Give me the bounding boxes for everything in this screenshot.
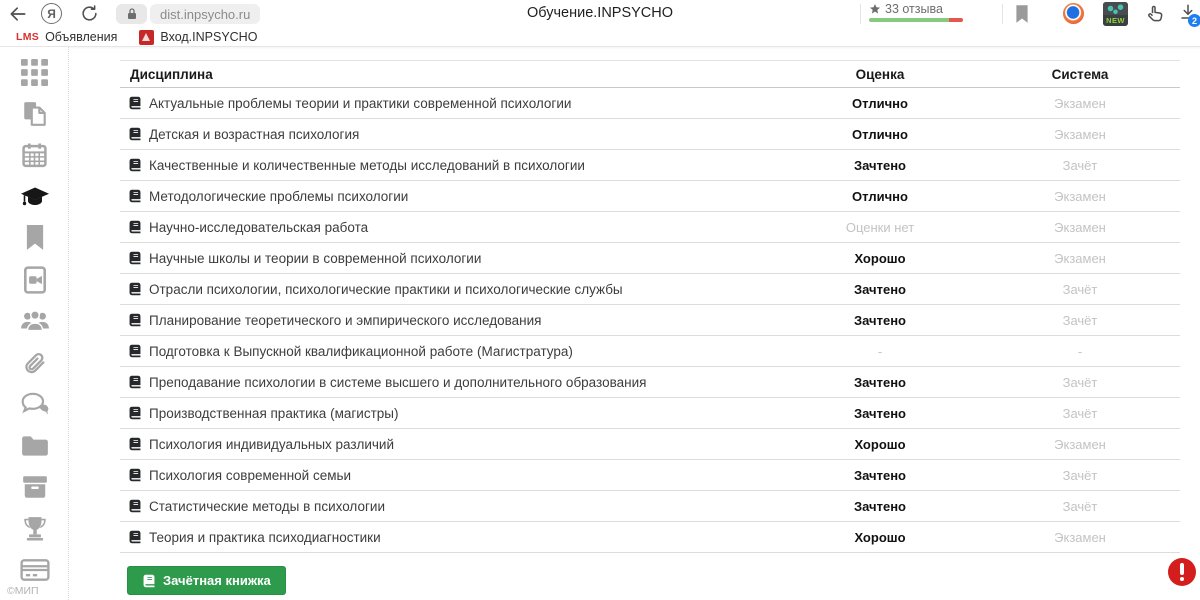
table-row[interactable]: [120, 88, 1180, 119]
grade-value: Отлично: [852, 126, 908, 142]
gradebook-button[interactable]: [127, 566, 286, 595]
discipline-link[interactable]: [120, 251, 780, 266]
discipline-link[interactable]: [120, 437, 780, 452]
grade-value: Отлично: [852, 95, 908, 111]
chat-icon[interactable]: [20, 390, 50, 418]
archive-box-icon[interactable]: [20, 473, 50, 501]
discipline-link[interactable]: [120, 220, 780, 235]
grade-value: Зачтено: [854, 374, 906, 390]
grade-value: Зачтено: [854, 281, 906, 297]
discipline-name: Качественные и количественные методы исследований в психологии: [149, 157, 585, 173]
discipline-link[interactable]: [120, 468, 780, 483]
exclamation-dot: [1180, 577, 1184, 581]
documents-icon[interactable]: [20, 100, 50, 128]
discipline-name: Отрасли психологии, психологические практики и психологические службы: [149, 281, 623, 297]
grade-value: Хорошо: [854, 250, 906, 266]
table-header: [120, 60, 1180, 88]
book-icon: [128, 96, 142, 110]
star-icon: [869, 3, 881, 15]
table-row[interactable]: [120, 305, 1180, 336]
grade-value: Зачтено: [854, 498, 906, 514]
discipline-link[interactable]: [120, 375, 780, 390]
grade-value: Хорошо: [854, 529, 906, 545]
system-value: Зачёт: [1062, 498, 1098, 514]
discipline-name: Психология современной семьи: [149, 467, 352, 483]
grade-value: -: [877, 343, 883, 359]
discipline-name: Статистические методы в психологии: [149, 498, 385, 514]
discipline-name: Преподавание психологии в системе высшего и дополнительного образования: [149, 374, 647, 390]
video-file-icon[interactable]: [20, 266, 50, 294]
book-icon: [128, 530, 142, 544]
book-icon: [142, 574, 156, 588]
grade-value: Зачтено: [854, 157, 906, 173]
system-value: Экзамен: [1054, 250, 1106, 266]
table-row[interactable]: [120, 212, 1180, 243]
extension-pattern: [1103, 2, 1128, 15]
table-row[interactable]: [120, 367, 1180, 398]
discipline-link[interactable]: [120, 344, 780, 359]
system-value: Экзамен: [1054, 436, 1106, 452]
folder-icon[interactable]: [20, 432, 50, 460]
apps-grid-icon[interactable]: [20, 58, 50, 86]
table-row[interactable]: [120, 429, 1180, 460]
book-icon: [128, 313, 142, 327]
discipline-link[interactable]: [120, 189, 780, 204]
grade-value: Зачтено: [854, 467, 906, 483]
grades-table: [120, 60, 1180, 553]
browser-toolbar: [0, 0, 1200, 28]
downloads-icon[interactable]: [1179, 3, 1200, 27]
book-icon: [128, 158, 142, 172]
system-value: Экзамен: [1054, 126, 1106, 142]
book-icon: [128, 189, 142, 203]
book-icon: [128, 406, 142, 420]
discipline-name: Методологические проблемы психологии: [149, 188, 409, 204]
table-body: [120, 88, 1180, 553]
table-row[interactable]: [120, 274, 1180, 305]
book-icon: [128, 220, 142, 234]
table-row[interactable]: [120, 460, 1180, 491]
toolbar-separator: [1002, 4, 1003, 24]
page-title: Обучение.INPSYCHO: [526, 5, 674, 21]
column-header-grade: Оценка: [855, 66, 905, 82]
discipline-name: Производственная практика (магистры): [149, 405, 399, 421]
discipline-name: Психология индивидуальных различий: [149, 436, 394, 452]
bookmark-icon[interactable]: [20, 224, 50, 252]
ssl-lock-icon[interactable]: [116, 4, 147, 24]
credit-card-icon[interactable]: [20, 556, 50, 584]
discipline-name: Детская и возрастная психология: [149, 126, 360, 142]
extension-orb-icon[interactable]: [1063, 3, 1084, 24]
system-value: Экзамен: [1054, 95, 1106, 111]
discipline-link[interactable]: [120, 406, 780, 421]
new-badge: NEW: [1103, 15, 1128, 26]
rating-bar: [869, 18, 963, 22]
rating-label: 33 отзыва: [885, 1, 943, 16]
gradebook-button-label: Зачётная книжка: [163, 573, 271, 588]
extension-new-icon[interactable]: [1103, 2, 1128, 26]
inpsycho-favicon: [139, 30, 154, 45]
system-value: Зачёт: [1062, 374, 1098, 390]
address-bar[interactable]: [150, 4, 260, 24]
system-value: Экзамен: [1054, 529, 1106, 545]
yandex-browser-icon[interactable]: Я: [41, 3, 62, 24]
table-row[interactable]: [120, 398, 1180, 429]
discipline-name: Подготовка к Выпускной квалификационной работе (Магистратура): [149, 343, 573, 359]
site-rating[interactable]: [869, 1, 963, 22]
table-row[interactable]: [120, 336, 1180, 367]
system-value: -: [1077, 343, 1083, 359]
exclamation-bar: [1180, 563, 1184, 575]
bookmark-item-login[interactable]: Вход.INPSYCHO: [160, 30, 258, 44]
system-value: Экзамен: [1054, 219, 1106, 235]
book-icon: [128, 375, 142, 389]
bookmark-item-announcements[interactable]: Объявления: [45, 30, 118, 44]
table-row[interactable]: [120, 150, 1180, 181]
back-icon[interactable]: [8, 4, 28, 24]
discipline-link[interactable]: [120, 499, 780, 514]
sidebar: [0, 47, 69, 600]
toolbar-separator: [860, 4, 861, 24]
table-row[interactable]: [120, 243, 1180, 274]
book-icon: [128, 499, 142, 513]
downloads-badge: 2: [1188, 14, 1200, 27]
grade-value: Оценки нет: [845, 219, 915, 235]
grade-value: Зачтено: [854, 312, 906, 328]
system-value: Зачёт: [1062, 281, 1098, 297]
discipline-name: Актуальные проблемы теории и практики современной психологии: [149, 95, 572, 111]
system-value: Зачёт: [1062, 312, 1098, 328]
book-icon: [128, 437, 142, 451]
table-row[interactable]: [120, 491, 1180, 522]
discipline-link[interactable]: [120, 313, 780, 328]
discipline-name: Планирование теоретического и эмпирического исследования: [149, 312, 542, 328]
alert-notification-icon[interactable]: [1168, 558, 1196, 586]
book-icon: [128, 282, 142, 296]
column-header-system: Система: [1051, 66, 1109, 82]
copyright-label: ©МИП: [7, 585, 39, 597]
refresh-icon[interactable]: [80, 4, 100, 24]
table-row[interactable]: [120, 181, 1180, 212]
table-row[interactable]: [120, 522, 1180, 553]
book-icon: [128, 344, 142, 358]
discipline-link[interactable]: [120, 282, 780, 297]
system-value: Зачёт: [1062, 405, 1098, 421]
book-icon: [128, 127, 142, 141]
book-icon: [128, 468, 142, 482]
grade-value: Зачтено: [854, 405, 906, 421]
grade-value: Отлично: [852, 188, 908, 204]
bookmarks-bar: [0, 28, 1200, 47]
trophy-icon[interactable]: [20, 515, 50, 543]
hand-pointer-icon[interactable]: [1145, 4, 1165, 24]
users-icon[interactable]: [20, 307, 50, 335]
calendar-icon[interactable]: [20, 141, 50, 169]
lms-favicon: LMS: [16, 31, 40, 43]
discipline-link[interactable]: [120, 96, 780, 111]
discipline-name: Теория и практика психодиагностики: [149, 529, 381, 545]
discipline-name: Научные школы и теории в современной психологии: [149, 250, 482, 266]
system-value: Зачёт: [1062, 157, 1098, 173]
grade-value: Хорошо: [854, 436, 906, 452]
graduation-cap-icon[interactable]: [20, 183, 50, 211]
system-value: Зачёт: [1062, 467, 1098, 483]
book-icon: [128, 251, 142, 265]
column-header-discipline: Дисциплина: [130, 66, 213, 82]
discipline-link[interactable]: [120, 127, 780, 142]
url-text: dist.inpsycho.ru: [160, 6, 251, 22]
paperclip-icon[interactable]: [20, 349, 50, 377]
discipline-name: Научно-исследовательская работа: [149, 219, 369, 235]
discipline-link[interactable]: [120, 158, 780, 173]
bookmark-flag-icon[interactable]: [1014, 4, 1032, 24]
system-value: Экзамен: [1054, 188, 1106, 204]
discipline-link[interactable]: [120, 530, 780, 545]
table-row[interactable]: [120, 119, 1180, 150]
